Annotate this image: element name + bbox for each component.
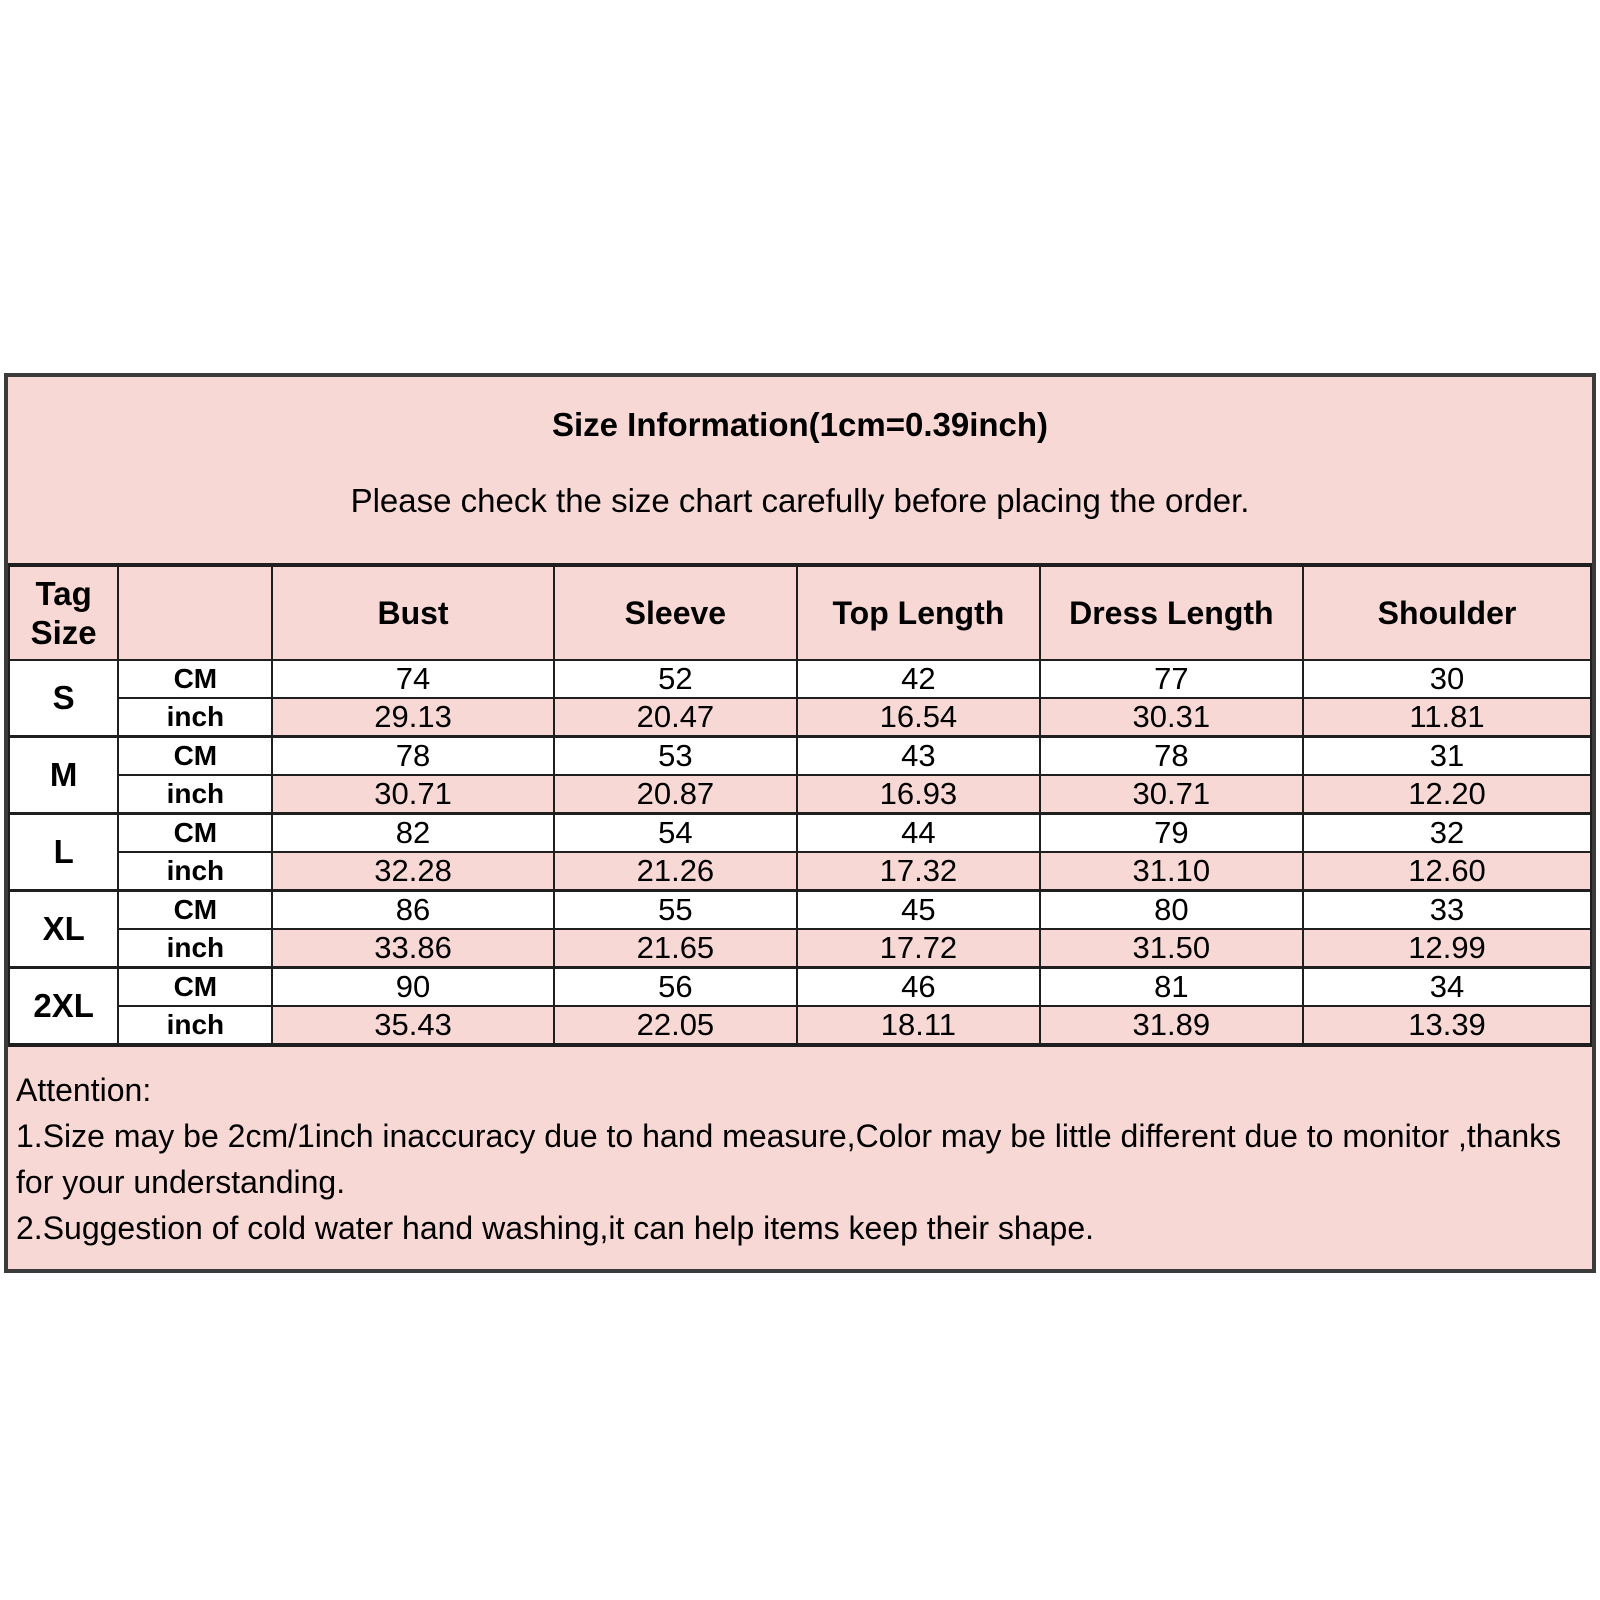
value-cell: 13.39 (1303, 1006, 1591, 1044)
value-cell: 20.87 (554, 775, 797, 814)
size-table (8, 565, 1592, 1045)
table-row-s-inch (9, 698, 1591, 737)
value-cell: 46 (797, 968, 1040, 1007)
unit-label-inch: inch (118, 698, 272, 737)
value-cell: 31.50 (1040, 929, 1303, 968)
attention-heading: Attention: (16, 1072, 152, 1108)
value-cell: 31.89 (1040, 1006, 1303, 1044)
unit-label-cm: CM (118, 891, 272, 930)
unit-label-cm: CM (118, 968, 272, 1007)
value-cell: 16.54 (797, 698, 1040, 737)
value-cell: 11.81 (1303, 698, 1591, 737)
column-header-sleeve: Sleeve (554, 566, 797, 660)
table-row-m-inch (9, 775, 1591, 814)
chart-subtitle: Please check the size chart carefully before placing the order. (350, 482, 1250, 519)
value-cell: 74 (272, 660, 553, 698)
unit-label-cm: CM (118, 814, 272, 853)
value-cell: 17.72 (797, 929, 1040, 968)
unit-label-inch: inch (118, 775, 272, 814)
value-cell: 53 (554, 737, 797, 776)
value-cell: 42 (797, 660, 1040, 698)
table-row-xl-inch (9, 929, 1591, 968)
value-cell: 33 (1303, 891, 1591, 930)
table-row-2xl-cm (9, 968, 1591, 1007)
value-cell: 55 (554, 891, 797, 930)
title-section (8, 377, 1592, 565)
value-cell: 78 (1040, 737, 1303, 776)
value-cell: 80 (1040, 891, 1303, 930)
tag-size-header (9, 566, 118, 660)
value-cell: 30.71 (272, 775, 553, 814)
column-header-top-length: Top Length (797, 566, 1040, 660)
value-cell: 81 (1040, 968, 1303, 1007)
value-cell: 31.10 (1040, 852, 1303, 891)
value-cell: 56 (554, 968, 797, 1007)
value-cell: 78 (272, 737, 553, 776)
value-cell: 79 (1040, 814, 1303, 853)
size-label-2xl: 2XL (9, 968, 118, 1045)
table-row-s-cm (9, 660, 1591, 698)
table-header-row (9, 566, 1591, 660)
attention-section (8, 1045, 1592, 1269)
value-cell: 30.71 (1040, 775, 1303, 814)
value-cell: 43 (797, 737, 1040, 776)
table-row-l-cm (9, 814, 1591, 853)
tag-size-header-line1: Tag (35, 575, 92, 612)
chart-title: Size Information(1cm=0.39inch) (551, 406, 1049, 443)
size-label-l: L (9, 814, 118, 891)
value-cell: 33.86 (272, 929, 553, 968)
value-cell: 34 (1303, 968, 1591, 1007)
value-cell: 52 (554, 660, 797, 698)
value-cell: 17.32 (797, 852, 1040, 891)
value-cell: 45 (797, 891, 1040, 930)
column-header-shoulder: Shoulder (1303, 566, 1591, 660)
value-cell: 21.26 (554, 852, 797, 891)
table-row-2xl-inch (9, 1006, 1591, 1044)
value-cell: 44 (797, 814, 1040, 853)
unit-label-cm: CM (118, 660, 272, 698)
value-cell: 12.60 (1303, 852, 1591, 891)
value-cell: 12.99 (1303, 929, 1591, 968)
attention-note-1: 1.Size may be 2cm/1inch inaccuracy due to hand measure,Color may be little different due to monitor ,thanks for your understanding. (16, 1118, 1562, 1200)
value-cell: 54 (554, 814, 797, 853)
value-cell: 35.43 (272, 1006, 553, 1044)
tag-size-header-line2: Size (30, 614, 97, 651)
value-cell: 16.93 (797, 775, 1040, 814)
value-cell: 12.20 (1303, 775, 1591, 814)
value-cell: 32.28 (272, 852, 553, 891)
unit-label-inch: inch (118, 1006, 272, 1044)
table-row-l-inch (9, 852, 1591, 891)
value-cell: 32 (1303, 814, 1591, 853)
value-cell: 77 (1040, 660, 1303, 698)
unit-label-inch: inch (118, 929, 272, 968)
column-header-bust: Bust (272, 566, 553, 660)
size-chart-panel (4, 373, 1596, 1273)
value-cell: 18.11 (797, 1006, 1040, 1044)
value-cell: 20.47 (554, 698, 797, 737)
unit-label-inch: inch (118, 852, 272, 891)
size-label-s: S (9, 660, 118, 737)
column-header-dress-length: Dress Length (1040, 566, 1303, 660)
value-cell: 86 (272, 891, 553, 930)
value-cell: 30 (1303, 660, 1591, 698)
value-cell: 21.65 (554, 929, 797, 968)
value-cell: 30.31 (1040, 698, 1303, 737)
unit-label-cm: CM (118, 737, 272, 776)
size-label-xl: XL (9, 891, 118, 968)
value-cell: 31 (1303, 737, 1591, 776)
table-row-m-cm (9, 737, 1591, 776)
value-cell: 22.05 (554, 1006, 797, 1044)
unit-header-empty (118, 566, 272, 660)
value-cell: 29.13 (272, 698, 553, 737)
attention-note-2: 2.Suggestion of cold water hand washing,it can help items keep their shape. (16, 1210, 1094, 1246)
table-row-xl-cm (9, 891, 1591, 930)
value-cell: 90 (272, 968, 553, 1007)
size-label-m: M (9, 737, 118, 814)
value-cell: 82 (272, 814, 553, 853)
